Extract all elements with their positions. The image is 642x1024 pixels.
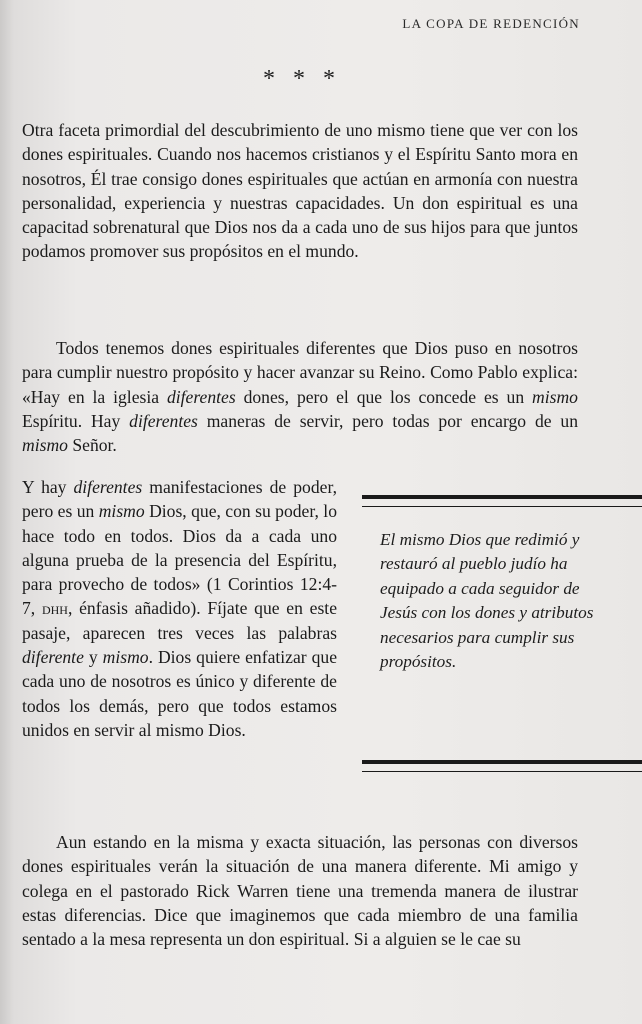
bible-version-abbrev: dhh	[41, 598, 68, 619]
emphasis-word: mismo	[532, 386, 578, 407]
paragraph-text: , énfasis añadido). Fíjate que en este pasaje, aparecen tres veces las palabras	[22, 598, 337, 643]
paragraph-2-text: maneras de servir, pero todas por encargo de un	[197, 410, 579, 431]
paragraph-text: . Dios quiere enfatizar que cada uno de nosotros es único y diferente de todos los demás, pero que todos estamos unidos en servir al mismo Dios.	[22, 647, 338, 740]
pull-quote-text: El mismo Dios que redimió y restauró al pueblo judío ha equipado a cada seguidor de Jesús con los dones y atributos necesarios para cumplir sus propósitos.	[380, 530, 594, 672]
pull-quote-top-rule	[362, 495, 642, 507]
running-header: LA COPA DE REDENCIÓN	[402, 16, 580, 31]
page-gutter-shadow	[0, 0, 14, 1024]
pull-quote	[362, 495, 642, 778]
emphasis-word: diferentes	[73, 477, 143, 497]
emphasis-word: mismo	[98, 501, 145, 522]
paragraph-2-text: dones, pero el que los concede es un	[235, 386, 533, 407]
paragraph-2-text: Señor.	[67, 435, 117, 456]
emphasis-word: mismo	[22, 435, 68, 456]
pull-quote-bottom-rule	[362, 760, 642, 772]
paragraph-2	[22, 336, 578, 457]
paragraph-3: Aun estando en la misma y exacta situación, las personas con diversos dones espirituales verán la situación de una manera diferente. Mi amigo y colega en el pastorado Rick Warren tiene una tremenda manera de ilustrar estas diferencias. Dice que imaginemos que cada miembro de una familia sentado a la mesa representa un don espiritual. Si a alguien se le cae su	[22, 832, 578, 950]
paragraph-text: manifestaciones de poder, pero es un	[22, 477, 337, 522]
paragraph-text: Y hay	[22, 477, 74, 497]
paragraph-2-continued	[22, 475, 337, 742]
paragraph-text: y	[83, 647, 103, 668]
paragraph-text: Dios, que, con su poder, lo hace todo en todos. Dios da a cada uno alguna prueba de la presencia del Espíritu, para provecho de todos» (1 Corintios 12:4-7,	[22, 501, 337, 619]
paragraph-1: Otra faceta primordial del descubrimiento de uno mismo tiene que ver con los dones espirituales. Cuando nos hacemos cristianos y el Espíritu Santo mora en nosotros, Él trae consigo dones espirituales que actúan en armonía con nuestra personalidad, experiencia y nuestras capacidades. Un don espiritual es una capacitad sobrenatural que Dios nos da a cada uno de sus hijos para que juntos podamos promover sus propósitos en el mundo.	[22, 120, 578, 262]
paragraph-2-text: Espíritu. Hay	[22, 410, 130, 431]
emphasis-word: diferente	[22, 647, 84, 668]
section-separator: * * *	[263, 66, 341, 92]
emphasis-word: diferentes	[166, 386, 236, 407]
emphasis-word: diferentes	[129, 410, 198, 431]
emphasis-word: mismo	[102, 647, 149, 668]
paragraph-2-text: Todos tenemos dones espirituales diferentes que Dios puso en nosotros para cumplir nuestro propósito y hacer avanzar su Reino. Como Pablo explica: «Hay en la iglesia	[22, 338, 578, 407]
